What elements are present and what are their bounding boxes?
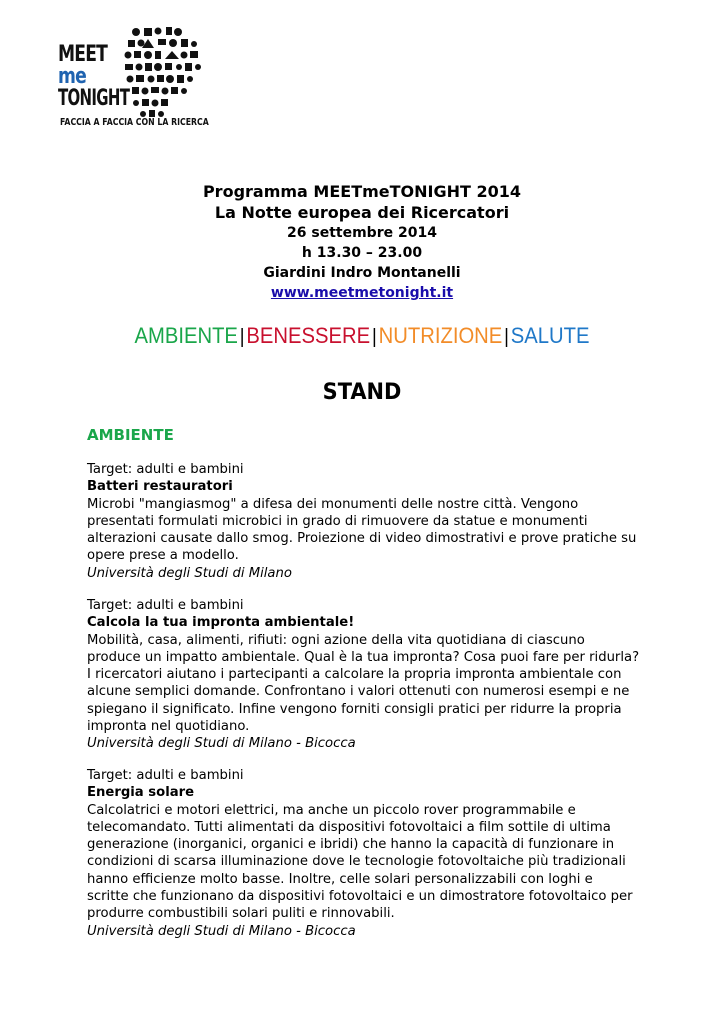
- theme-separator: |: [371, 326, 377, 348]
- website-link[interactable]: www.meetmetonight.it: [270, 285, 454, 301]
- theme-separator: |: [504, 326, 509, 348]
- stand-heading: STAND: [322, 380, 402, 405]
- entry-description-line: telecomandato. Tutti alimentati da dispositivi fotovoltaici a film sottile di ultima: [87, 819, 611, 835]
- entry-target: Target: adulti e bambini: [87, 462, 244, 477]
- entry-description-line: generazione (inorganici, organici e ibridi) che hanno la capacità di funzionare in: [87, 837, 615, 853]
- logo-tagline: FACCIA A FACCIA CON LA RICERCA: [60, 117, 209, 128]
- entry-description-line: scritte che funzionano da dispositivi fotovoltaici e un dimostratore fotovoltaico per: [87, 889, 633, 905]
- entry-description-line: produrre combustibili solari puliti e rinnovabili.: [87, 906, 395, 922]
- stand-entry: [87, 461, 647, 582]
- entry-organization: Università degli Studi di Milano - Bicocca: [87, 736, 356, 752]
- meetmetonight-logo: [58, 22, 208, 132]
- section-title-ambiente: AMBIENTE: [87, 426, 174, 444]
- theme-ambiente: AMBIENTE: [134, 323, 238, 348]
- theme-list: [29, 323, 695, 349]
- theme-nutrizione: NUTRIZIONE: [378, 323, 503, 348]
- theme-benessere: BENESSERE: [246, 323, 371, 348]
- head-of-icons-graphic: [122, 22, 206, 118]
- event-time: h 13.30 – 23.00: [301, 245, 423, 261]
- entry-description-line: alterazioni causate dallo smog. Proiezione di video dimostrativi e prove pratiche su: [87, 531, 637, 547]
- event-place: Giardini Indro Montanelli: [263, 265, 461, 281]
- entry-description-line: presentati formulati microbici in grado di rimuovere da statue e monumenti: [87, 513, 588, 529]
- entry-description-line: spiegano il significato. Infine vengono forniti consigli pratici per ridurre la propria: [87, 701, 622, 717]
- theme-salute: SALUTE: [510, 323, 590, 348]
- event-date: 26 settembre 2014: [287, 225, 437, 241]
- entry-organization: Università degli Studi di Milano - Bicocca: [87, 923, 356, 939]
- event-header: [0, 181, 724, 303]
- entry-description-line: I ricercatori aiutano i partecipanti a calcolare la propria impronta ambientale con: [87, 667, 622, 683]
- entry-description-line: opere prese a modello.: [87, 548, 239, 564]
- entry-organization: Università degli Studi di Milano: [87, 565, 292, 581]
- event-title: La Notte europea dei Ricercatori: [214, 203, 510, 222]
- stand-entry: [87, 597, 647, 753]
- entry-description-line: Calcolatrici e motori elettrici, ma anche un piccolo rover programmabile e: [87, 802, 576, 818]
- entry-description-line: impronta nel quotidiano.: [87, 719, 250, 735]
- entry-description-line: condizioni di scarsa illuminazione dove le tecnologie fotovoltaiche più tradizionali: [87, 854, 626, 870]
- entry-description-line: Microbi "mangiasmog" a difesa dei monumenti delle nostre città. Vengono: [87, 496, 579, 512]
- entry-target: Target: adulti e bambini: [87, 768, 244, 783]
- entry-description-line: alcune semplici domande. Confrontano i valori ottenuti con numerosi esempi e ne: [87, 684, 630, 700]
- theme-separator: |: [239, 326, 245, 348]
- program-title: Programma MEETmeTONIGHT 2014: [202, 182, 522, 201]
- stand-entry: [87, 767, 647, 940]
- logo-word-tonight: TONIGHT: [58, 86, 130, 111]
- entry-description-line: Mobilità, casa, alimenti, rifiuti: ogni azione della vita quotidiana di ciascuno: [87, 632, 585, 648]
- logo-word-meet: MEET: [58, 42, 108, 67]
- logo-word-me: me: [58, 64, 86, 89]
- entry-description-line: hanno efficienze molto basse. Inoltre, celle solari personalizzabili con loghi e: [87, 871, 593, 887]
- entry-title: Batteri restauratori: [87, 479, 233, 495]
- entry-title: Energia solare: [87, 785, 195, 801]
- entry-title: Calcola la tua impronta ambientale!: [87, 615, 355, 631]
- entry-description-line: produce un impatto ambientale. Qual è la tua impronta? Cosa puoi fare per ridurla?: [87, 649, 640, 665]
- entry-target: Target: adulti e bambini: [87, 598, 244, 613]
